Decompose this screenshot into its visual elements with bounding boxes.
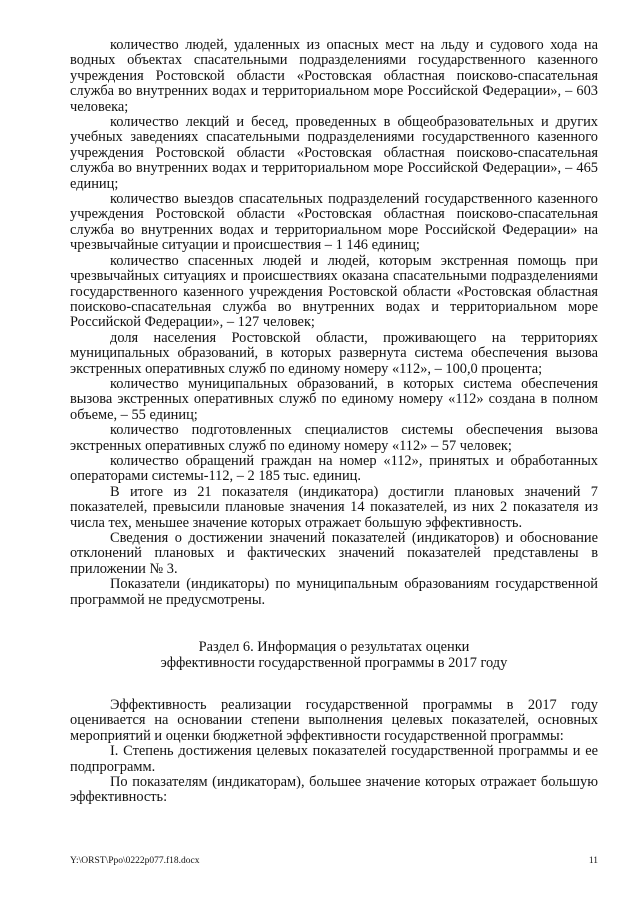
paragraph-trained-specialists: количество подготовленных специалистов системы обеспечения вызова экстренных оперативных служб по единому номеру «112» – 57 человек;	[70, 422, 598, 454]
paragraph-target-indicators: I. Степень достижения целевых показателей государственной программы и ее подпрограмм.	[70, 743, 598, 775]
section-heading-line-1: Раздел 6. Информация о результатах оценки	[198, 639, 470, 656]
footer-file-path: Y:\ORST\Ppo\0222p077.f18.docx	[70, 856, 200, 866]
paragraph-calls-112: количество обращений граждан на номер «112», принятых и обработанных операторами системы-112, – 2 185 тыс. единиц.	[70, 452, 598, 485]
section-heading	[70, 639, 598, 671]
paragraph-rescued-people: количество людей, удаленных из опасных мест на льду и судового хода на водных объектах спасательными подразделениями государственного казенного учреждения Ростовской области «Ростовская областная поисково-спасательная служба во внутренних водах и территориальном море Российской Федерации», – 603 человека;	[70, 37, 598, 115]
paragraph-efficiency-intro: Эффективность реализации государственной программы в 2017 году оценивается на основании степени выполнения целевых показателей, основных мероприятий и оценки бюджетной эффективности государственной программы:	[70, 697, 598, 744]
paragraph-lectures: количество лекций и бесед, проведенных в общеобразовательных и других учебных заведениях спасательными подразделениями государственного казенного учреждения Ростовской области «Ростовская областная поисково-спасательная служба во внутренних водах и территориальном море Российской Федерации», – 465 единиц;	[70, 114, 598, 192]
paragraph-population-share: доля населения Ростовской области, проживающего на территориях муниципальных образований, в которых развернута система обеспечения вызова экстренных оперативных служб по единому номеру «112», – 100,0 процента;	[70, 329, 598, 377]
paragraph-appendix-reference: Сведения о достижении значений показателей (индикаторов) и обоснование отклонений плановых и фактических значений показателей представлены в приложении № 3.	[70, 530, 598, 577]
paragraph-emergency-trips: количество выездов спасательных подразделений государственного казенного учреждения Ростовской области «Ростовская областная поисково-спасательная служба во внутренних водах и территориальном море Российской Федерации» на чрезвычайные ситуации и происшествия – 1 146 единиц;	[70, 191, 598, 254]
footer-page-number: 11	[588, 856, 598, 866]
paragraph-higher-is-better: По показателям (индикаторам), большее значение которых отражает большую эффективность:	[70, 774, 598, 806]
document-page	[70, 38, 598, 806]
paragraph-summary: В итоге из 21 показателя (индикатора) достигли плановых значений 7 показателей, превысили плановые значения 14 показателей, из них 2 показателя из числа тех, меньшее значение которых отражает большую эффективность.	[70, 483, 598, 531]
paragraph-saved-people: количество спасенных людей и людей, которым экстренная помощь при чрезвычайных ситуациях и происшествиях оказана спасательными подразделениями государственного казенного учреждения Ростовской области «Ростовская областная поисково-спасательная служба во внутренних водах и территориальном море Российской Федерации», – 127 человек;	[70, 252, 598, 331]
paragraph-municipalities: количество муниципальных образований, в которых система обеспечения вызова экстренных оперативных служб по единому номеру «112» создана в полном объеме, – 55 единиц;	[70, 375, 598, 423]
paragraph-municipal-indicators: Показатели (индикаторы) по муниципальным образованиям государственной программой не предусмотрены.	[70, 576, 598, 608]
section-heading-line-2: эффективности государственной программы в 2017 году	[160, 655, 508, 672]
